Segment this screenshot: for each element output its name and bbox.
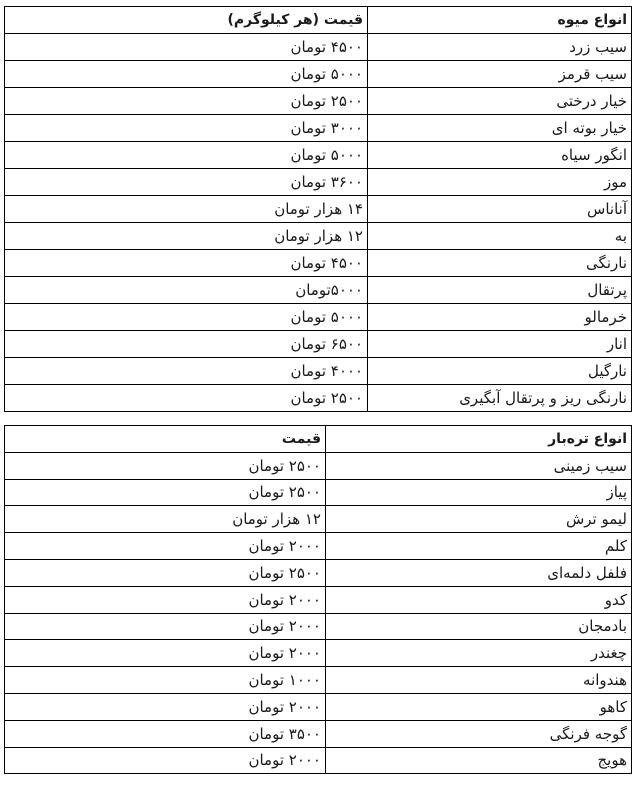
table-row <box>5 613 632 640</box>
fruit-price-cell: ۴۰۰۰ تومان <box>5 358 368 385</box>
fruit-type-cell: به <box>368 223 632 250</box>
table-row <box>5 479 632 506</box>
fruit-price-cell: ۲۵۰۰ تومان <box>5 88 368 115</box>
vegetable-type-header: انواع تره‌بار <box>326 426 632 453</box>
fruit-type-cell: نارگیل <box>368 358 632 385</box>
fruit-type-cell: خرمالو <box>368 304 632 331</box>
vegetable-type-cell: فلفل دلمه‌ای <box>326 559 632 586</box>
vegetable-price-cell: ۲۵۰۰ تومان <box>5 452 326 479</box>
fruit-price-cell: ۵۰۰۰تومان <box>5 277 368 304</box>
table-row <box>5 250 632 277</box>
vegetable-type-cell: سیب زمینی <box>326 452 632 479</box>
fruit-type-cell: خیار بوته ای <box>368 115 632 142</box>
fruit-type-cell: انگور سیاه <box>368 142 632 169</box>
vegetable-type-cell: پیاز <box>326 479 632 506</box>
table-row <box>5 88 632 115</box>
fruit-type-cell: موز <box>368 169 632 196</box>
fruit-price-cell: ۵۰۰۰ تومان <box>5 61 368 88</box>
table-row <box>5 747 632 774</box>
table-row <box>5 34 632 61</box>
vegetable-price-cell: ۱۲ هزار تومان <box>5 506 326 533</box>
fruit-type-cell: نارنگی ریز و پرتقال آبگیری <box>368 385 632 412</box>
fruit-type-cell: سیب زرد <box>368 34 632 61</box>
table-row <box>5 452 632 479</box>
vegetable-price-cell: ۱۰۰۰ تومان <box>5 667 326 694</box>
table-header-row <box>5 7 632 34</box>
fruit-type-cell: آناناس <box>368 196 632 223</box>
vegetable-type-cell: چغندر <box>326 640 632 667</box>
vegetable-price-header: قیمت <box>5 426 326 453</box>
table-row <box>5 667 632 694</box>
table-row <box>5 196 632 223</box>
table-row <box>5 586 632 613</box>
vegetable-type-cell: گوجه فرنگی <box>326 720 632 747</box>
table-row <box>5 304 632 331</box>
vegetable-price-cell: ۲۰۰۰ تومان <box>5 613 326 640</box>
fruit-type-cell: خیار درختی <box>368 88 632 115</box>
table-row <box>5 169 632 196</box>
vegetable-type-cell: کاهو <box>326 693 632 720</box>
fruit-price-header: قیمت (هر کیلوگرم) <box>5 7 368 34</box>
fruit-price-table <box>4 6 632 412</box>
fruit-price-cell: ۵۰۰۰ تومان <box>5 304 368 331</box>
vegetable-price-cell: ۲۰۰۰ تومان <box>5 747 326 774</box>
vegetable-type-cell: هندوانه <box>326 667 632 694</box>
table-row <box>5 533 632 560</box>
vegetable-price-cell: ۲۰۰۰ تومان <box>5 693 326 720</box>
fruit-price-cell: ۴۵۰۰ تومان <box>5 34 368 61</box>
vegetable-type-cell: کدو <box>326 586 632 613</box>
fruit-price-cell: ۱۴ هزار تومان <box>5 196 368 223</box>
vegetable-price-cell: ۲۵۰۰ تومان <box>5 479 326 506</box>
vegetable-type-cell: بادمجان <box>326 613 632 640</box>
table-row <box>5 331 632 358</box>
table-row <box>5 115 632 142</box>
fruit-price-cell: ۱۲ هزار تومان <box>5 223 368 250</box>
table-row <box>5 559 632 586</box>
fruit-type-cell: سیب قرمز <box>368 61 632 88</box>
vegetable-price-cell: ۲۰۰۰ تومان <box>5 533 326 560</box>
table-row <box>5 277 632 304</box>
vegetable-type-cell: کلم <box>326 533 632 560</box>
table-header-row <box>5 426 632 453</box>
table-row <box>5 720 632 747</box>
vegetable-price-cell: ۳۵۰۰ تومان <box>5 720 326 747</box>
fruit-rows <box>5 34 632 412</box>
fruit-price-cell: ۳۶۰۰ تومان <box>5 169 368 196</box>
fruit-type-cell: انار <box>368 331 632 358</box>
fruit-type-header: انواع میوه <box>368 7 632 34</box>
table-row <box>5 61 632 88</box>
fruit-price-cell: ۴۵۰۰ تومان <box>5 250 368 277</box>
table-row <box>5 506 632 533</box>
vegetable-price-cell: ۲۵۰۰ تومان <box>5 559 326 586</box>
vegetable-price-cell: ۲۰۰۰ تومان <box>5 640 326 667</box>
fruit-type-cell: پرتقال <box>368 277 632 304</box>
vegetable-type-cell: لیمو ترش <box>326 506 632 533</box>
table-row <box>5 223 632 250</box>
vegetable-rows <box>5 452 632 774</box>
table-row <box>5 693 632 720</box>
fruit-price-cell: ۳۰۰۰ تومان <box>5 115 368 142</box>
vegetable-price-table <box>4 425 632 774</box>
table-row <box>5 385 632 412</box>
fruit-price-cell: ۲۵۰۰ تومان <box>5 385 368 412</box>
table-row <box>5 358 632 385</box>
vegetable-price-cell: ۲۰۰۰ تومان <box>5 586 326 613</box>
vegetable-type-cell: هویج <box>326 747 632 774</box>
table-row <box>5 142 632 169</box>
fruit-price-cell: ۶۵۰۰ تومان <box>5 331 368 358</box>
table-row <box>5 640 632 667</box>
fruit-price-cell: ۵۰۰۰ تومان <box>5 142 368 169</box>
fruit-type-cell: نارنگی <box>368 250 632 277</box>
